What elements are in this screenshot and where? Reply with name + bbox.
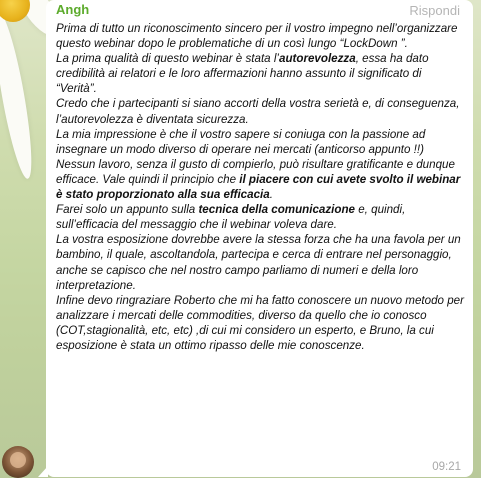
message-paragraph <box>56 51 464 96</box>
text-segment: Credo che i partecipanti si siano accorti della vostra serietà e, di conseguenza, l’autorevolezza è diventata sicurezza. <box>56 97 460 126</box>
bold-text-segment: il piacere con cui avete svolto il webinar è stato proporzionato alla sua efficacia <box>56 172 461 202</box>
text-segment: e, quindi, sull’efficacia del messaggio che il webinar voleva dare. <box>56 203 406 232</box>
sender-avatar[interactable] <box>2 446 34 478</box>
text-segment: . <box>269 188 273 202</box>
text-segment: Nessun lavoro, senza il gusto di compierlo, può risultare gratificante e dunque efficace. Vale quindi il principio che <box>56 157 455 186</box>
message-paragraph <box>56 21 464 51</box>
text-segment: Farei solo un appunto sulla <box>56 203 199 217</box>
text-segment: La vostra esposizione dovrebbe avere la stessa forza che ha una favola per un bambino, il quale, ascoltandola, partecipa e cerca di entrare nel personaggio, anche se capisco che nel nostro campo parliamo di numeri e della loro interpretazione. <box>56 233 461 292</box>
message-paragraph <box>56 202 464 232</box>
message-bubble <box>46 0 473 477</box>
bold-text-segment: autorevolezza <box>279 52 356 66</box>
text-segment: La mia impressione è che il vostro sapere si coniuga con la passione ad insegnare un modo diverso di operare nei mercati (anticorso appunto !!) <box>56 127 426 156</box>
message-paragraph <box>56 293 464 353</box>
text-segment: La prima qualità di questo webinar è stata l’ <box>56 52 279 66</box>
text-segment: Infine devo ringraziare Roberto che mi ha fatto conoscere un nuovo metodo per analizzare i mercati delle commodities, diverso da quello che io conosco (COT,stagionalità, etc, etc) ,di cui mi considero un esperto, e Bruno, la cui esposizione è stata un ottimo ripasso delle mie conoscenze. <box>56 293 464 352</box>
message-paragraph <box>56 232 464 292</box>
message-paragraph <box>56 96 464 126</box>
message-text <box>56 21 464 353</box>
bold-text-segment: tecnica della comunicazione <box>198 203 356 217</box>
message-time: 09:21 <box>432 461 461 473</box>
text-segment: , essa ha dato credibilità ai relatori e le loro affermazioni hanno assunto il significato di “Verità”. <box>56 52 429 96</box>
message-paragraph <box>56 127 464 157</box>
text-segment: Prima di tutto un riconoscimento sincero per il vostro impegno nell’organizzare questo webinar dopo le problematiche di un così lungo “LockDown ”. <box>56 22 458 51</box>
message-paragraph <box>56 157 464 202</box>
reply-button[interactable]: Rispondi <box>409 3 460 18</box>
sender-name[interactable]: Angh <box>56 2 90 17</box>
